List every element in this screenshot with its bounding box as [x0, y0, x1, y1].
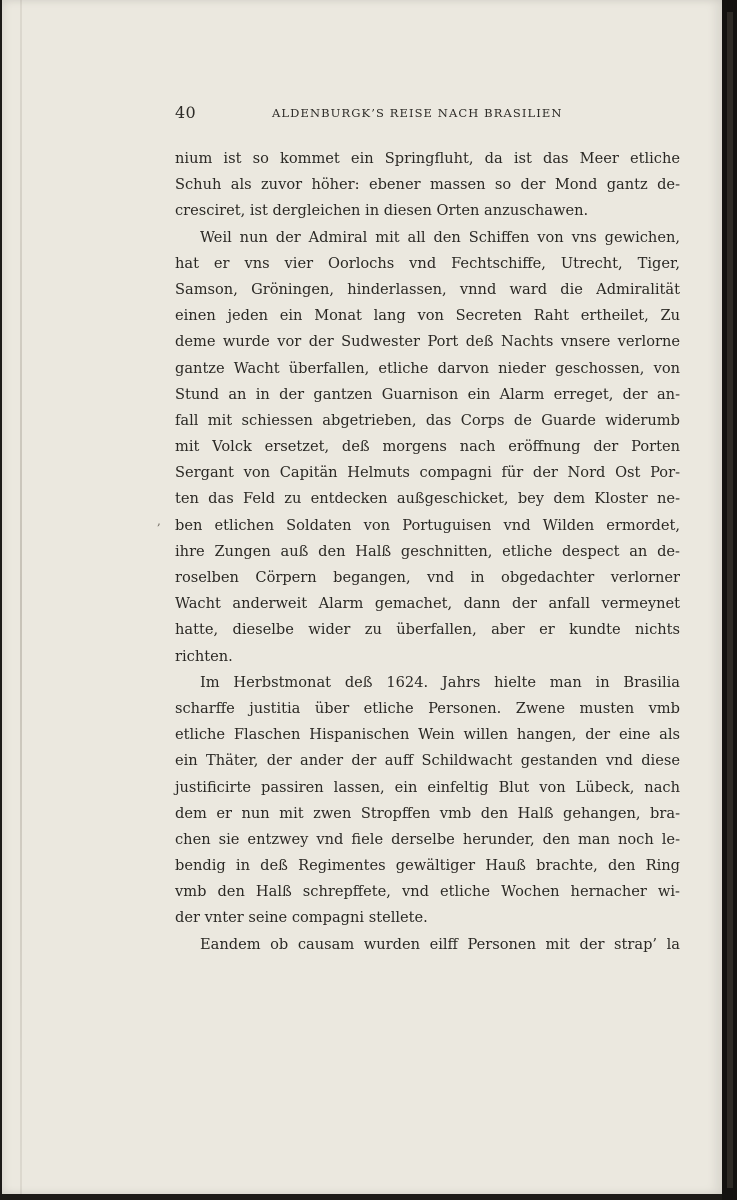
- page-gutter-shadow: [20, 0, 22, 1194]
- text-line: Eandem ob causam wurden eilff Personen mit der strap’ la: [200, 935, 680, 953]
- text-line: etliche Flaschen Hispanischen Wein willen hangen, der eine als: [175, 726, 680, 744]
- text-line: dem er nun mit zwen Stropffen vmb den Halß gehangen, bra-: [175, 804, 680, 822]
- text-line: Samson, Gröningen, hinderlassen, vnnd ward die Admiralität: [175, 280, 680, 298]
- text-line: Wacht anderweit Alarm gemachet, dann der anfall vermeynet: [175, 595, 680, 613]
- text-line: ben etlichen Soldaten von Portuguisen vnd Wilden ermordet,: [175, 516, 680, 534]
- paragraph-1: [175, 146, 680, 225]
- margin-mark: ,: [157, 514, 161, 528]
- text-line: Im Herbstmonat deß 1624. Jahrs hielte man in Brasilia: [200, 673, 680, 691]
- text-line: scharffe justitia über etliche Personen. Zwene musten vmb: [175, 699, 680, 717]
- page-edge-strip: [727, 12, 733, 1188]
- page-number: 40: [175, 103, 196, 122]
- text-line: der vnter seine compagni stellete.: [175, 909, 428, 927]
- paragraph-3: [175, 670, 680, 932]
- text-line: chen sie entzwey vnd fiele derselbe herunder, den man noch le-: [175, 830, 680, 848]
- text-line: gantze Wacht überfallen, etliche darvon nieder geschossen, von: [175, 359, 680, 377]
- text-line: hatte, dieselbe wider zu überfallen, aber er kundte nichts: [175, 621, 680, 639]
- text-line: Sergant von Capitän Helmuts compagni für der Nord Ost Por-: [175, 464, 680, 482]
- text-line: ten das Feld zu entdecken außgeschicket, bey dem Kloster ne-: [175, 490, 680, 508]
- body-text: [175, 146, 680, 958]
- text-line: einen jeden ein Monat lang von Secreten Raht ertheilet, Zu: [175, 307, 680, 325]
- text-line: nium ist so kommet ein Springfluht, da ist das Meer etliche: [175, 150, 680, 167]
- text-line: ein Thäter, der ander der auff Schildwacht gestanden vnd diese: [175, 752, 680, 770]
- text-line: justificirte passiren lassen, ein einfeltig Blut von Lübeck, nach: [175, 778, 680, 796]
- running-title: ALDENBURGK’S REISE NACH BRASILIEN: [272, 106, 563, 120]
- text-line: Weil nun der Admiral mit all den Schiffen von vns gewichen,: [200, 228, 680, 246]
- text-line: deme wurde vor der Sudwester Port deß Nachts vnsere verlorne: [175, 333, 680, 351]
- text-line: mit Volck ersetzet, deß morgens nach eröffnung der Porten: [175, 438, 680, 456]
- text-line: vmb den Halß schrepffete, vnd etliche Wochen hernacher wi-: [175, 883, 680, 901]
- text-line: hat er vns vier Oorlochs vnd Fechtschiffe, Utrecht, Tiger,: [175, 254, 680, 272]
- text-line: bendig in deß Regimentes gewältiger Hauß brachte, den Ring: [175, 857, 680, 875]
- running-head: [175, 100, 680, 126]
- text-line: roselben Cörpern begangen, vnd in obgedachter verlorner: [175, 569, 680, 586]
- text-line: fall mit schiessen abgetrieben, das Corps de Guarde widerumb: [175, 411, 680, 429]
- text-line: Schuh als zuvor höher: ebener massen so der Mond gantz de-: [175, 176, 680, 194]
- text-line: cresciret, ist dergleichen in diesen Orten anzuschawen.: [175, 202, 589, 220]
- paragraph-2: [175, 225, 680, 670]
- text-line: Stund an in der gantzen Guarnison ein Alarm erreget, der an-: [175, 385, 680, 403]
- text-line: richten.: [175, 647, 233, 665]
- paragraph-4: [175, 932, 680, 958]
- text-line: ihre Zungen auß den Halß geschnitten, etliche despect an de-: [175, 542, 680, 560]
